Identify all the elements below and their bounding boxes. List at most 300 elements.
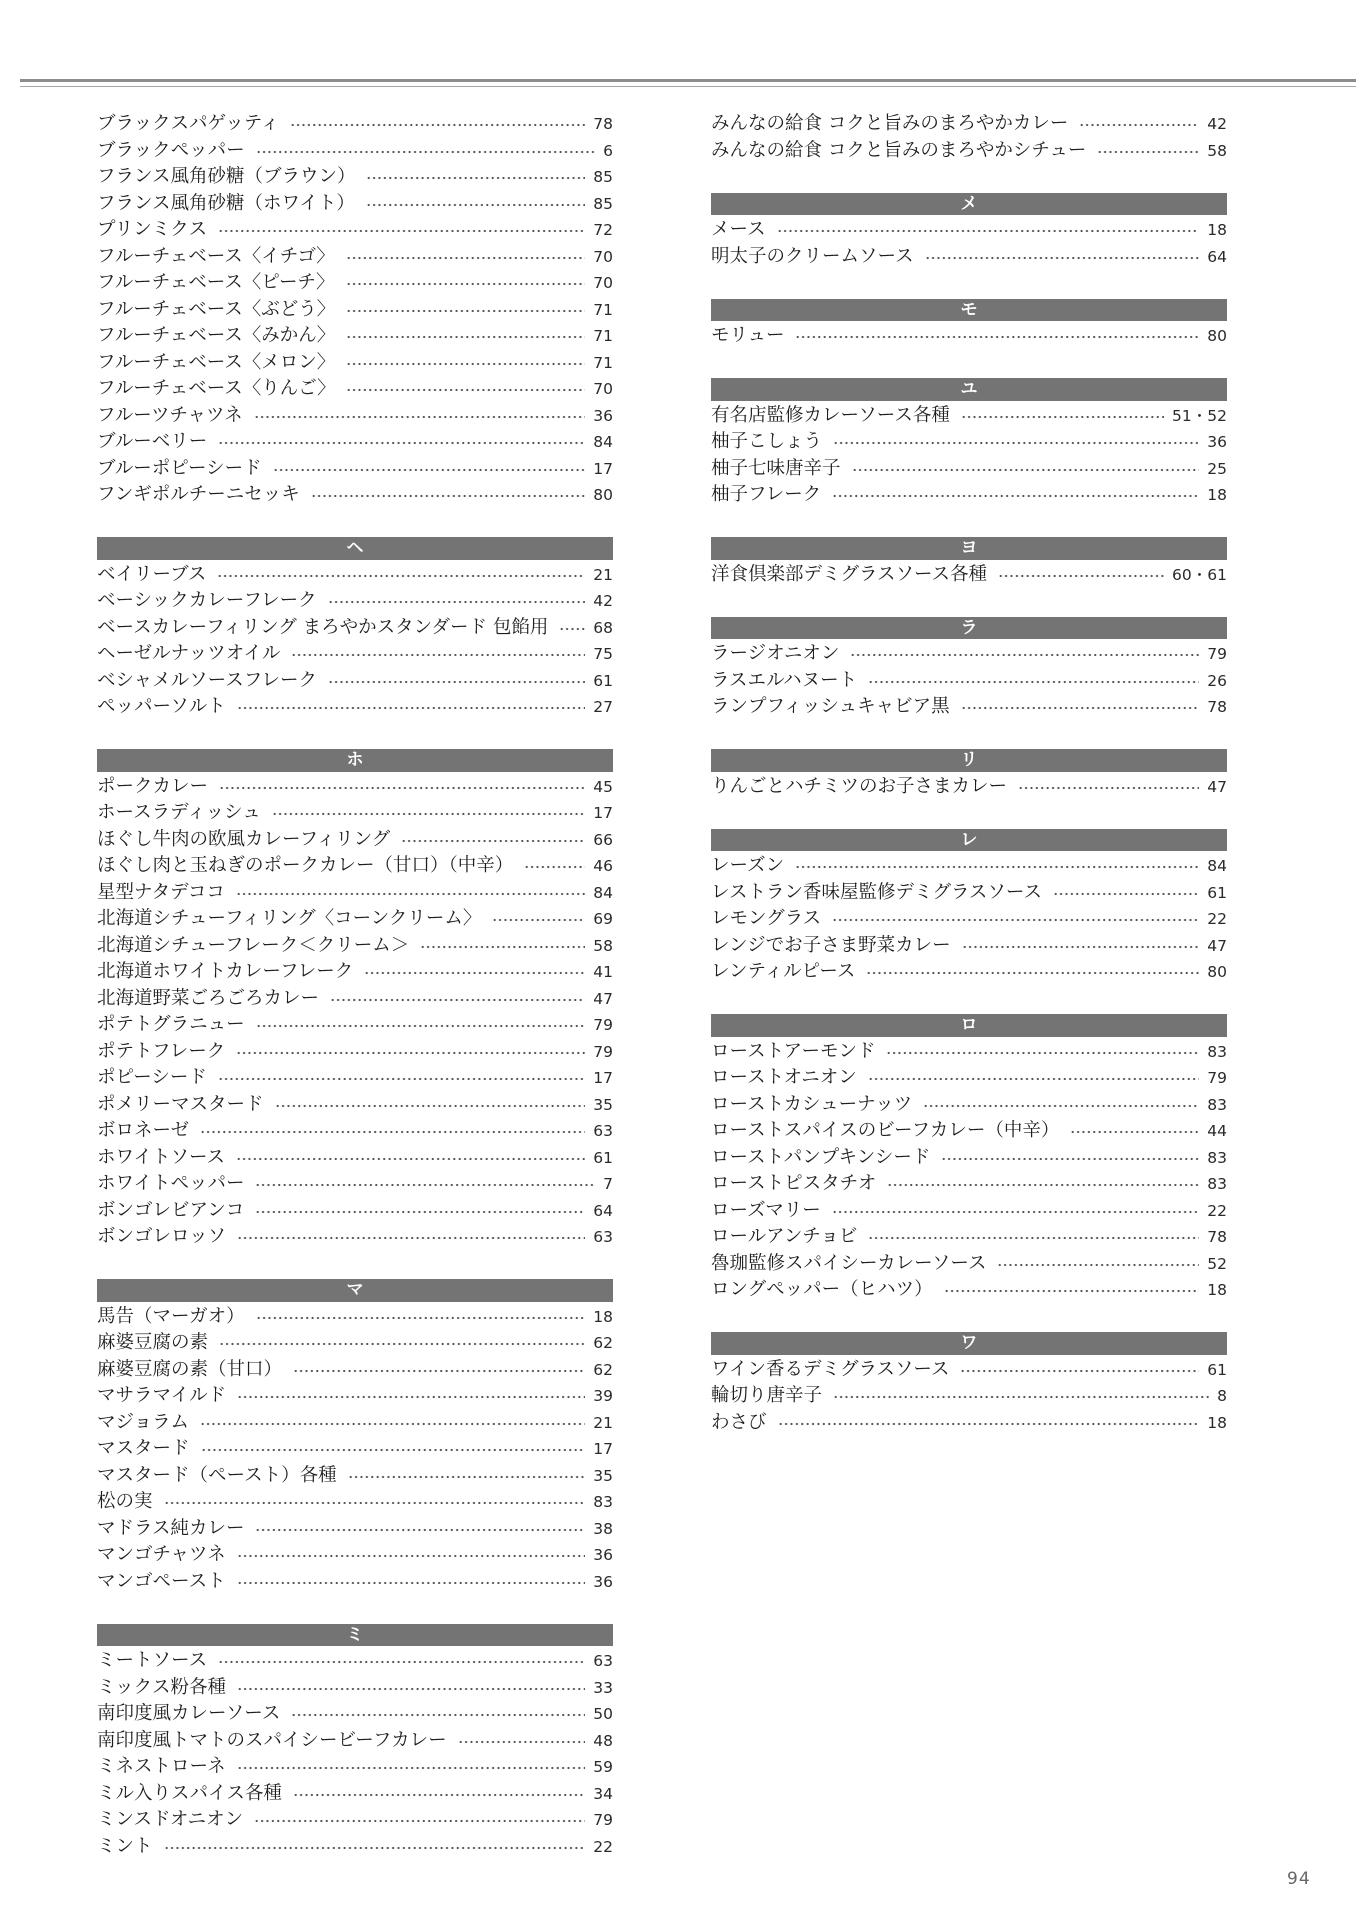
index-entry	[97, 1516, 613, 1543]
index-entry-page: 6	[603, 141, 613, 160]
dot-leader	[833, 1383, 1209, 1410]
dot-leader	[778, 1410, 1200, 1437]
index-entry-page: 50	[593, 1705, 613, 1723]
index-entry	[97, 827, 613, 854]
dot-leader	[832, 906, 1199, 933]
index-section	[711, 986, 1227, 1304]
index-entry-page: 36	[593, 406, 613, 425]
index-entry-page: 17	[593, 459, 613, 478]
index-entry-page: 47	[1207, 936, 1227, 955]
section-heading: レ	[711, 827, 1227, 854]
index-entry-name: マスタード	[97, 1438, 190, 1459]
index-entry-name: 明太子のクリームソース	[711, 245, 914, 267]
index-entry	[711, 1383, 1227, 1410]
index-entry-name: ヘーゼルナッツオイル	[97, 643, 281, 664]
index-entry-name: フルーチェベース〈ピーチ〉	[97, 272, 335, 293]
index-entry	[97, 1357, 613, 1384]
dot-leader	[1018, 774, 1199, 801]
index-entry	[97, 191, 613, 218]
index-entry	[711, 933, 1227, 960]
dot-leader	[458, 1728, 586, 1755]
index-entry-name: ボロネーゼ	[97, 1120, 190, 1141]
index-entry	[97, 1781, 613, 1808]
index-entry	[97, 270, 613, 297]
index-entry-name: マンゴチャツネ	[97, 1544, 226, 1565]
index-entry	[97, 1065, 613, 1092]
index-entry-name: ミンスドオニオン	[97, 1809, 244, 1830]
dot-leader	[236, 1145, 585, 1172]
dot-leader	[923, 1092, 1199, 1119]
dot-leader	[962, 933, 1200, 960]
index-entry-page: 58	[1207, 141, 1227, 160]
index-entry	[711, 1145, 1227, 1172]
index-entry-page: 18	[1207, 221, 1227, 239]
dot-leader	[218, 429, 585, 456]
index-section	[97, 509, 613, 721]
index-entry	[97, 668, 613, 695]
index-entry	[711, 959, 1227, 986]
section-heading: マ	[97, 1277, 613, 1304]
index-entry	[97, 138, 613, 165]
index-entry-name: ホースラディッシュ	[97, 802, 261, 823]
dot-leader	[1070, 1118, 1199, 1145]
index-entry-name: ロングペッパー（ヒハツ）	[711, 1279, 933, 1300]
dot-leader	[348, 1463, 586, 1490]
dot-leader	[832, 1198, 1200, 1225]
index-entry-page: 70	[593, 247, 613, 266]
index-entry-page: 64	[1207, 247, 1227, 266]
section-heading: モ	[711, 297, 1227, 324]
dot-leader	[492, 906, 585, 933]
index-entry-page: 78	[1207, 1228, 1227, 1246]
index-section	[97, 721, 613, 1251]
index-section	[711, 588, 1227, 721]
dot-leader	[330, 986, 585, 1013]
index-entry-name: ミント	[97, 1835, 153, 1857]
index-entry-page: 21	[593, 1413, 613, 1432]
index-entry-page: 22	[1207, 910, 1227, 928]
dot-leader	[524, 853, 585, 880]
index-entry	[97, 323, 613, 350]
dot-leader	[218, 217, 585, 244]
index-entry-page: 8	[1217, 1387, 1227, 1405]
index-entry-name: マンゴペースト	[97, 1570, 226, 1592]
index-entry-page: 60・61	[1172, 565, 1227, 584]
index-entry-page: 83	[1207, 1042, 1227, 1061]
dot-leader	[218, 1648, 585, 1675]
index-entry	[711, 1251, 1227, 1278]
dot-leader	[217, 562, 585, 589]
index-entry-page: 48	[593, 1731, 613, 1750]
index-entry-name: 南印度風カレーソース	[97, 1703, 281, 1724]
index-entry-page: 58	[593, 936, 613, 955]
index-entry-name: モリュー	[711, 325, 785, 346]
index-entry	[97, 1542, 613, 1569]
index-entry-page: 84	[593, 433, 613, 451]
index-entry	[97, 482, 613, 509]
index-entry-page: 68	[593, 618, 613, 637]
index-entry-name: フルーチェベース〈ぶどう〉	[97, 298, 336, 320]
header-rule-thick	[20, 79, 1356, 82]
index-entry	[97, 1807, 613, 1834]
index-entry-page: 22	[593, 1837, 613, 1856]
index-entry-page: 17	[593, 804, 613, 822]
index-entry	[711, 323, 1227, 350]
dot-leader	[219, 1330, 585, 1357]
index-entry-page: 61	[1207, 1360, 1227, 1379]
index-entry-name: ロールアンチョビ	[711, 1226, 858, 1247]
index-entry	[711, 138, 1227, 165]
index-entry-name: ポピーシード	[97, 1067, 207, 1088]
section-heading: メ	[711, 191, 1227, 218]
dot-leader	[273, 456, 586, 483]
index-section	[711, 509, 1227, 589]
index-entry-name: ミートソース	[97, 1650, 208, 1671]
index-entry	[97, 1012, 613, 1039]
index-entry	[97, 1489, 613, 1516]
index-entry-page: 79	[593, 1811, 613, 1829]
index-section	[97, 1251, 613, 1596]
index-entry	[97, 350, 613, 377]
index-entry	[711, 1277, 1227, 1304]
index-entry-page: 80	[1207, 327, 1227, 345]
dot-leader	[1097, 138, 1199, 165]
dot-leader	[200, 1410, 585, 1437]
dot-leader	[777, 217, 1200, 244]
dot-leader	[559, 615, 585, 642]
index-entry-page: 41	[593, 963, 613, 981]
section-heading: ユ	[711, 376, 1227, 403]
index-entry-name: 北海道野菜ごろごろカレー	[97, 987, 320, 1009]
index-entry	[97, 615, 613, 642]
index-entry-name: フルーチェベース〈みかん〉	[97, 325, 336, 346]
index-entry-name: フルーチェベース〈メロン〉	[97, 351, 336, 373]
index-entry-page: 71	[593, 353, 613, 372]
index-entry-name: 北海道ホワイトカレーフレーク	[97, 961, 354, 982]
index-entry	[97, 297, 613, 324]
dot-leader	[887, 1171, 1199, 1198]
index-entry-page: 79	[1207, 645, 1227, 663]
section-heading: リ	[711, 747, 1227, 774]
index-entry	[711, 880, 1227, 907]
dot-leader	[164, 1834, 586, 1861]
index-entry-name: ローストカシューナッツ	[711, 1093, 913, 1115]
index-entry	[711, 1224, 1227, 1251]
index-entry-page: 45	[593, 777, 613, 796]
index-entry-page: 27	[593, 698, 613, 716]
index-entry-name: りんごとハチミツのお子さまカレー	[711, 775, 1008, 797]
dot-leader	[944, 1277, 1200, 1304]
index-entry-page: 36	[1207, 433, 1227, 451]
index-entry-page: 62	[593, 1360, 613, 1379]
index-entry	[711, 429, 1227, 456]
index-entry-name: 麻婆豆腐の素	[97, 1332, 209, 1353]
dot-leader	[346, 297, 585, 324]
dot-leader	[291, 1701, 585, 1728]
dot-leader	[961, 694, 1200, 721]
index-entry-name: フランス風角砂糖（ブラウン）	[97, 166, 356, 187]
index-entry	[97, 588, 613, 615]
index-section	[711, 350, 1227, 509]
index-entry-name: ミックス粉各種	[97, 1676, 226, 1698]
index-entry	[711, 1357, 1227, 1384]
index-entry	[97, 774, 613, 801]
index-entry-name: 輪切り唐辛子	[711, 1385, 823, 1406]
index-entry	[711, 1092, 1227, 1119]
dot-leader	[328, 668, 585, 695]
index-entry	[711, 111, 1227, 138]
index-entry	[711, 456, 1227, 483]
index-entry-name: ほぐし肉と玉ねぎのポークカレー（甘口）（中辛）	[97, 855, 514, 876]
index-entry	[97, 164, 613, 191]
index-entry-page: 52	[1207, 1254, 1227, 1273]
dot-leader	[868, 1065, 1199, 1092]
index-entry-page: 78	[1207, 698, 1227, 716]
index-entry-name: ワイン香るデミグラスソース	[711, 1358, 950, 1380]
index-entry-name: マサラマイルド	[97, 1385, 227, 1406]
index-entry-name: 魯珈監修スパイシーカレーソース	[711, 1252, 987, 1274]
index-entry-name: フルーチェベース〈りんご〉	[97, 378, 336, 399]
index-entry-page: 18	[1207, 1281, 1227, 1299]
index-entry-page: 79	[593, 1042, 613, 1061]
index-entry-name: ポークカレー	[97, 775, 209, 797]
index-entry-name: ブルーポピーシード	[97, 457, 262, 479]
index-entry	[711, 1065, 1227, 1092]
index-entry	[97, 1198, 613, 1225]
index-entry	[97, 1834, 613, 1861]
index-entry-page: 47	[1207, 777, 1227, 796]
index-entry	[711, 694, 1227, 721]
index-entry	[711, 244, 1227, 271]
dot-leader	[291, 641, 585, 668]
index-entry-page: 85	[593, 168, 613, 186]
dot-leader	[293, 1781, 585, 1808]
index-entry-name: ベースカレーフィリング まろやかスタンダード 包餡用	[97, 616, 549, 638]
index-entry	[711, 217, 1227, 244]
dot-leader	[364, 959, 585, 986]
dot-leader	[201, 1436, 586, 1463]
index-entry	[97, 1675, 613, 1702]
index-entry-name: ラージオニオン	[711, 643, 840, 664]
index-entry-name: フルーツチャツネ	[97, 404, 243, 426]
index-entry-name: レモングラス	[711, 908, 822, 929]
index-entry-name: レストラン香味屋監修デミグラスソース	[711, 881, 1042, 903]
index-entry-name: ほぐし牛肉の欧風カレーフィリング	[97, 828, 391, 850]
dot-leader	[200, 1118, 585, 1145]
index-entry	[97, 1436, 613, 1463]
index-entry-name: ローストアーモンド	[711, 1040, 876, 1062]
dot-leader	[868, 1224, 1199, 1251]
dot-leader	[219, 774, 585, 801]
index-entry-page: 80	[1207, 963, 1227, 981]
index-entry-name: 北海道シチューフィリング〈コーンクリーム〉	[97, 908, 482, 929]
dot-leader	[868, 668, 1199, 695]
index-entry-page: 7	[603, 1175, 613, 1193]
index-entry-page: 63	[593, 1122, 613, 1140]
dot-leader	[237, 694, 586, 721]
index-entry-name: フルーチェベース〈イチゴ〉	[97, 245, 335, 267]
section-heading: ヨ	[711, 535, 1227, 562]
index-entry-name: ローストスパイスのビーフカレー（中辛）	[711, 1120, 1060, 1141]
index-entry	[97, 1463, 613, 1490]
dot-leader	[290, 111, 585, 138]
index-entry	[711, 1198, 1227, 1225]
index-entry-page: 44	[1207, 1122, 1227, 1140]
dot-leader	[998, 562, 1164, 589]
index-entry	[97, 1171, 613, 1198]
dot-leader	[236, 1039, 585, 1066]
index-entry-page: 17	[593, 1440, 613, 1458]
dot-leader	[346, 244, 586, 271]
index-entry-name: フランス風角砂糖（ホワイト）	[97, 192, 355, 214]
dot-leader	[164, 1489, 586, 1516]
index-entry	[97, 1728, 613, 1755]
index-entry-name: ラスエルハヌート	[711, 669, 858, 691]
index-entry-name: みんなの給食 コクと旨みのまろやかカレー	[711, 113, 1069, 134]
dot-leader	[328, 588, 586, 615]
dot-leader	[293, 1357, 585, 1384]
index-entry	[97, 562, 613, 589]
index-entry	[97, 1383, 613, 1410]
index-entry-page: 42	[593, 592, 613, 610]
index-entry	[97, 959, 613, 986]
index-entry-page: 39	[593, 1387, 613, 1405]
dot-leader	[256, 1012, 586, 1039]
dot-leader	[420, 933, 585, 960]
index-entry-page: 84	[593, 883, 613, 902]
index-entry	[97, 244, 613, 271]
index-entry-page: 78	[593, 115, 613, 133]
index-entry-page: 85	[593, 194, 613, 213]
index-entry-name: ローストピスタチオ	[711, 1173, 877, 1194]
index-entry-name: レーズン	[711, 855, 785, 876]
dot-leader	[850, 641, 1199, 668]
index-entry-page: 46	[593, 857, 613, 875]
index-entry-name: ホワイトペッパー	[97, 1173, 245, 1194]
index-section	[711, 800, 1227, 986]
index-entry	[711, 1039, 1227, 1066]
index-entry	[97, 1224, 613, 1251]
index-entry-page: 42	[1207, 115, 1227, 133]
dot-leader	[346, 270, 586, 297]
index-entry-page: 61	[593, 671, 613, 690]
index-entry	[711, 1118, 1227, 1145]
index-entry-page: 83	[1207, 1148, 1227, 1167]
index-entry	[97, 933, 613, 960]
dot-leader	[886, 1039, 1199, 1066]
index-entry	[711, 774, 1227, 801]
section-heading: ミ	[97, 1622, 613, 1649]
index-entry-page: 18	[1207, 486, 1227, 504]
dot-leader	[256, 138, 595, 165]
index-entry	[97, 111, 613, 138]
dot-leader	[1079, 111, 1199, 138]
dot-leader	[236, 880, 585, 907]
index-entry-name: わさび	[711, 1411, 767, 1433]
dot-leader	[237, 1569, 586, 1596]
section-heading: ラ	[711, 615, 1227, 642]
index-entry	[97, 1330, 613, 1357]
dot-leader	[237, 1675, 585, 1702]
index-entry-name: ブラックスパゲッティ	[97, 113, 280, 134]
index-entry-page: 35	[593, 1466, 613, 1485]
index-section	[711, 1304, 1227, 1437]
index-entry	[97, 429, 613, 456]
index-entry-page: 71	[593, 300, 613, 319]
index-entry	[711, 1171, 1227, 1198]
index-entry-page: 18	[593, 1307, 613, 1326]
index-entry	[711, 853, 1227, 880]
dot-leader	[833, 429, 1199, 456]
index-entry	[97, 217, 613, 244]
dot-leader	[346, 350, 585, 377]
section-heading: ヘ	[97, 535, 613, 562]
index-entry-page: 72	[593, 221, 613, 239]
dot-leader	[237, 1754, 586, 1781]
index-entry-name: ベーシックカレーフレーク	[97, 590, 317, 611]
index-entry	[97, 1754, 613, 1781]
index-entry-name: 星型ナタデココ	[97, 881, 225, 903]
index-entry-name: フンギポルチーニセッキ	[97, 484, 300, 505]
dot-leader	[237, 1224, 585, 1251]
index-entry-name: ベシャメルソースフレーク	[97, 669, 317, 691]
index-entry-name: 馬告（マーガオ）	[97, 1305, 245, 1327]
index-entry-page: 22	[1207, 1201, 1227, 1220]
index-entry	[97, 906, 613, 933]
dot-leader	[941, 1145, 1199, 1172]
index-entry-name: ミネストローネ	[97, 1756, 226, 1777]
dot-leader	[255, 1171, 595, 1198]
dot-leader	[255, 1516, 585, 1543]
dot-leader	[218, 1065, 585, 1092]
dot-leader	[237, 1383, 585, 1410]
index-entry-name: ランプフィッシュキャビア黒	[711, 696, 950, 717]
dot-leader	[366, 191, 585, 218]
index-entry-page: 26	[1207, 671, 1227, 690]
index-entry-name: ボンゴレビアンコ	[97, 1199, 245, 1221]
index-entry-name: ブルーベリー	[97, 431, 208, 452]
index-entry-page: 83	[593, 1493, 613, 1511]
index-entry-page: 66	[593, 830, 613, 849]
dot-leader	[254, 403, 586, 430]
index-entry	[97, 1701, 613, 1728]
index-entry-page: 70	[593, 380, 613, 398]
index-entry-page: 79	[593, 1016, 613, 1034]
header-rule-thin	[20, 86, 1356, 87]
dot-leader	[254, 1807, 585, 1834]
index-entry-page: 34	[593, 1784, 613, 1803]
index-entry-page: 35	[593, 1095, 613, 1114]
index-entry-page: 61	[593, 1148, 613, 1167]
dot-leader	[346, 376, 585, 403]
index-entry	[711, 562, 1227, 589]
index-entry-page: 51・52	[1172, 406, 1227, 425]
dot-leader	[866, 959, 1199, 986]
dot-leader	[256, 1304, 586, 1331]
index-entry	[97, 1145, 613, 1172]
index-entry	[97, 1118, 613, 1145]
dot-leader	[237, 1542, 586, 1569]
index-entry-page: 79	[1207, 1069, 1227, 1087]
index-column-left	[97, 111, 613, 1860]
index-entry	[97, 1648, 613, 1675]
index-section	[711, 164, 1227, 270]
index-entry-name: ポテトグラニュー	[97, 1014, 245, 1035]
index-entry	[711, 1410, 1227, 1437]
index-entry-page: 83	[1207, 1175, 1227, 1193]
index-entry-page: 36	[593, 1546, 613, 1564]
index-entry	[97, 986, 613, 1013]
